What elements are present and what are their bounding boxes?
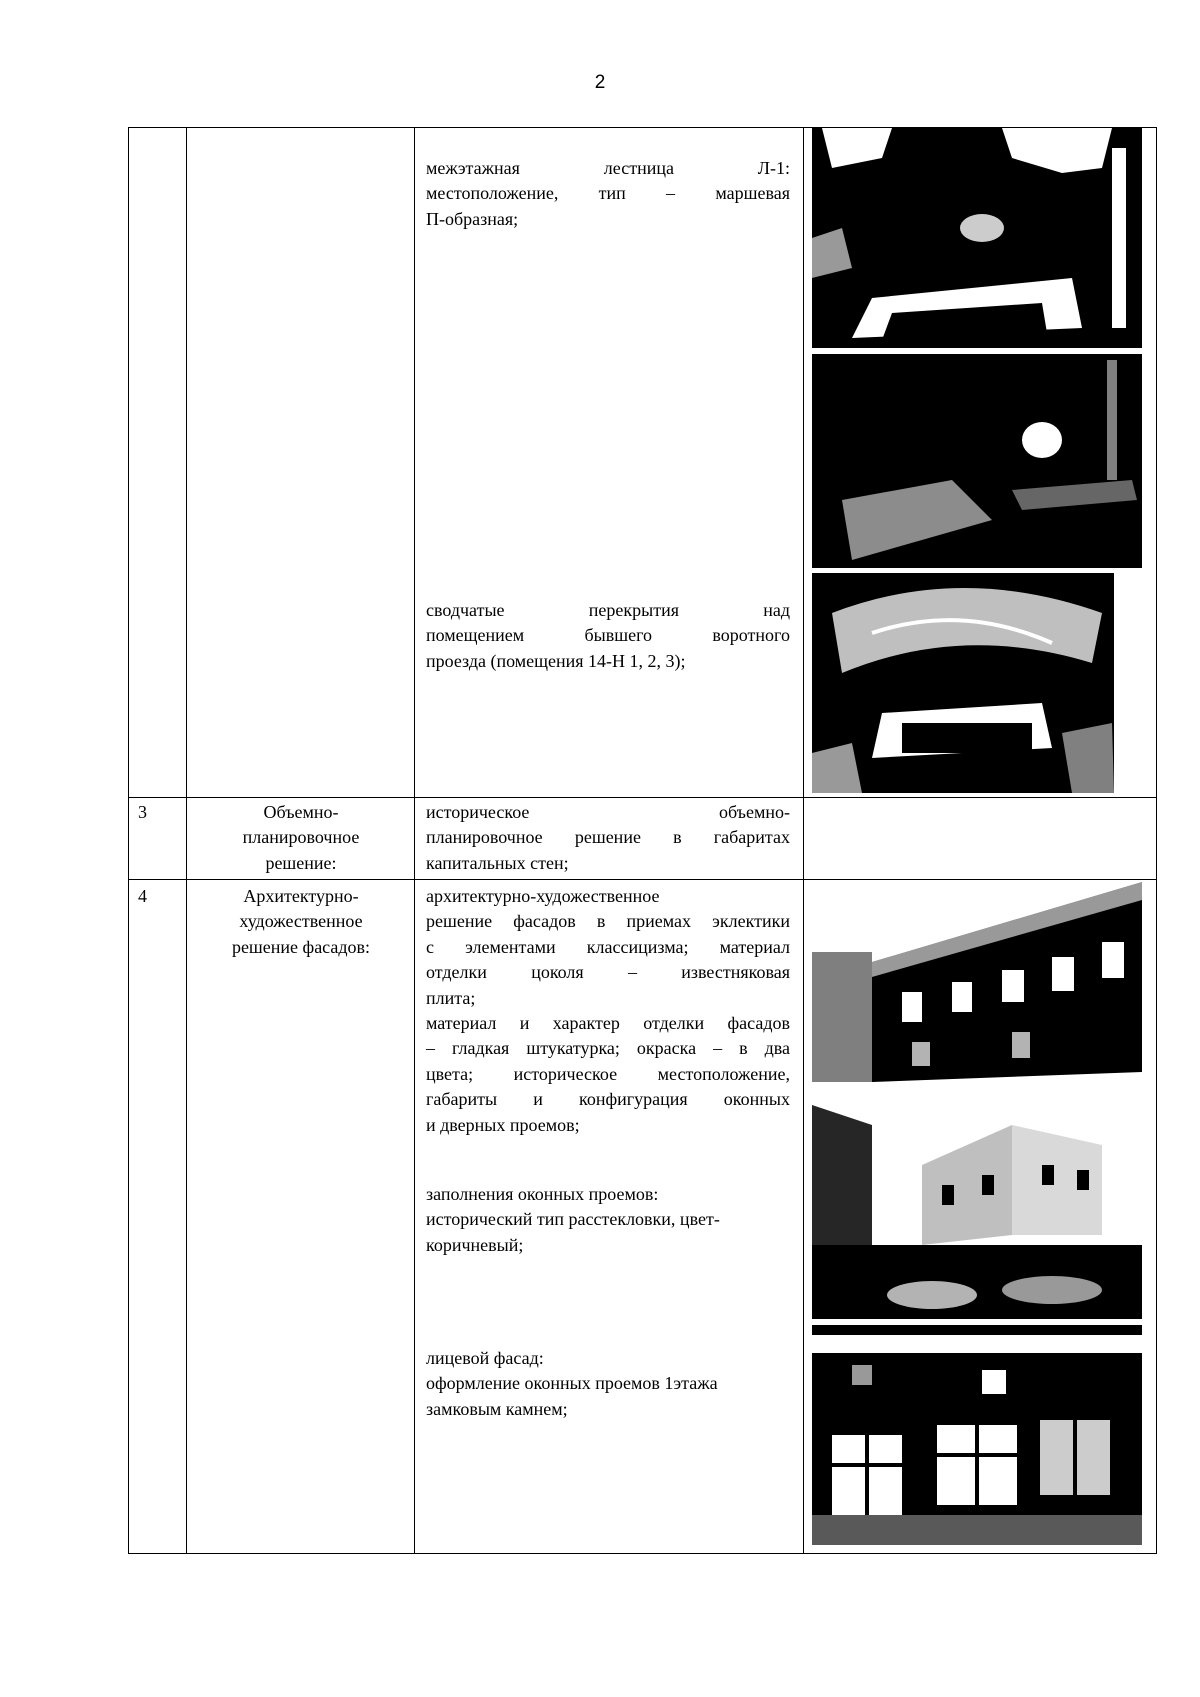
stair-description (426, 156, 790, 232)
text-line: Объемно- (263, 802, 339, 822)
text-line: исторический тип расстекловки, цвет- (426, 1209, 720, 1230)
window-fill-description (426, 1182, 790, 1258)
text-line: планировочное решение в габаритах (426, 827, 790, 848)
text-line: габариты и конфигурация оконных (426, 1089, 790, 1110)
text-line: решение фасадов в приемах эклектики (426, 911, 790, 932)
text-line: П-образная; (426, 208, 519, 229)
row-label (196, 884, 406, 960)
text-line: – гладкая штукатурка; окраска – в два (426, 1038, 790, 1059)
col-line-3 (803, 127, 804, 1554)
col-line-4 (1156, 127, 1157, 1554)
text-line: отделки цоколя – известняковая (426, 962, 790, 983)
text-line: историческое объемно- (426, 802, 790, 822)
text-line: межэтажная лестница Л-1: (426, 158, 790, 178)
text-line: планировочное (242, 827, 360, 848)
text-line: материал и характер отделки фасадов (426, 1013, 790, 1034)
window-photo (812, 1325, 1142, 1545)
row-description (426, 800, 790, 876)
stair-photo-1 (812, 128, 1142, 348)
text-line: цвета; историческое местоположение, (426, 1063, 790, 1084)
text-line: сводчатые перекрытия над (426, 600, 790, 620)
text-line: местоположение, тип – маршевая (426, 183, 790, 204)
text-line: коричневый; (426, 1234, 524, 1255)
text-line: решение: (265, 852, 337, 873)
text-line: заполнения оконных проемов: (426, 1184, 659, 1204)
courtyard-photo (812, 1105, 1142, 1319)
text-line: архитектурно-художественное (426, 886, 660, 906)
text-line: оформление оконных проемов 1этажа (426, 1373, 718, 1394)
vault-photo (812, 573, 1114, 793)
text-line: решение фасадов: (231, 936, 371, 957)
text-line: и дверных проемов; (426, 1114, 580, 1135)
row-label (196, 800, 406, 876)
page-number: 2 (594, 72, 606, 93)
row-divider-3 (128, 797, 1156, 798)
text-line: помещением бывшего воротного (426, 625, 790, 646)
front-facade-description (426, 1346, 790, 1422)
col-line-1 (186, 127, 187, 1554)
text-line: лицевой фасад: (426, 1348, 544, 1368)
text-line: капитальных стен; (426, 852, 569, 873)
text-line: с элементами классицизма; материал (426, 936, 790, 957)
stair-photo-2 (812, 350, 1142, 568)
text-line: Архитектурно- (243, 886, 359, 906)
col-line-2 (414, 127, 415, 1554)
text-line: замковым камнем; (426, 1398, 568, 1419)
table-border-bottom (128, 1553, 1156, 1554)
text-line: художественное (239, 911, 363, 932)
facade-description (426, 884, 790, 1138)
col-line-0 (128, 127, 129, 1554)
facade-photo-1 (812, 882, 1142, 1100)
row-divider-4 (128, 879, 1156, 880)
text-line: проезда (помещения 14-Н 1, 2, 3); (426, 650, 686, 671)
row-number: 4 (138, 886, 147, 906)
row-number: 3 (138, 802, 147, 822)
text-line: плита; (426, 987, 476, 1008)
vault-description (426, 598, 790, 674)
